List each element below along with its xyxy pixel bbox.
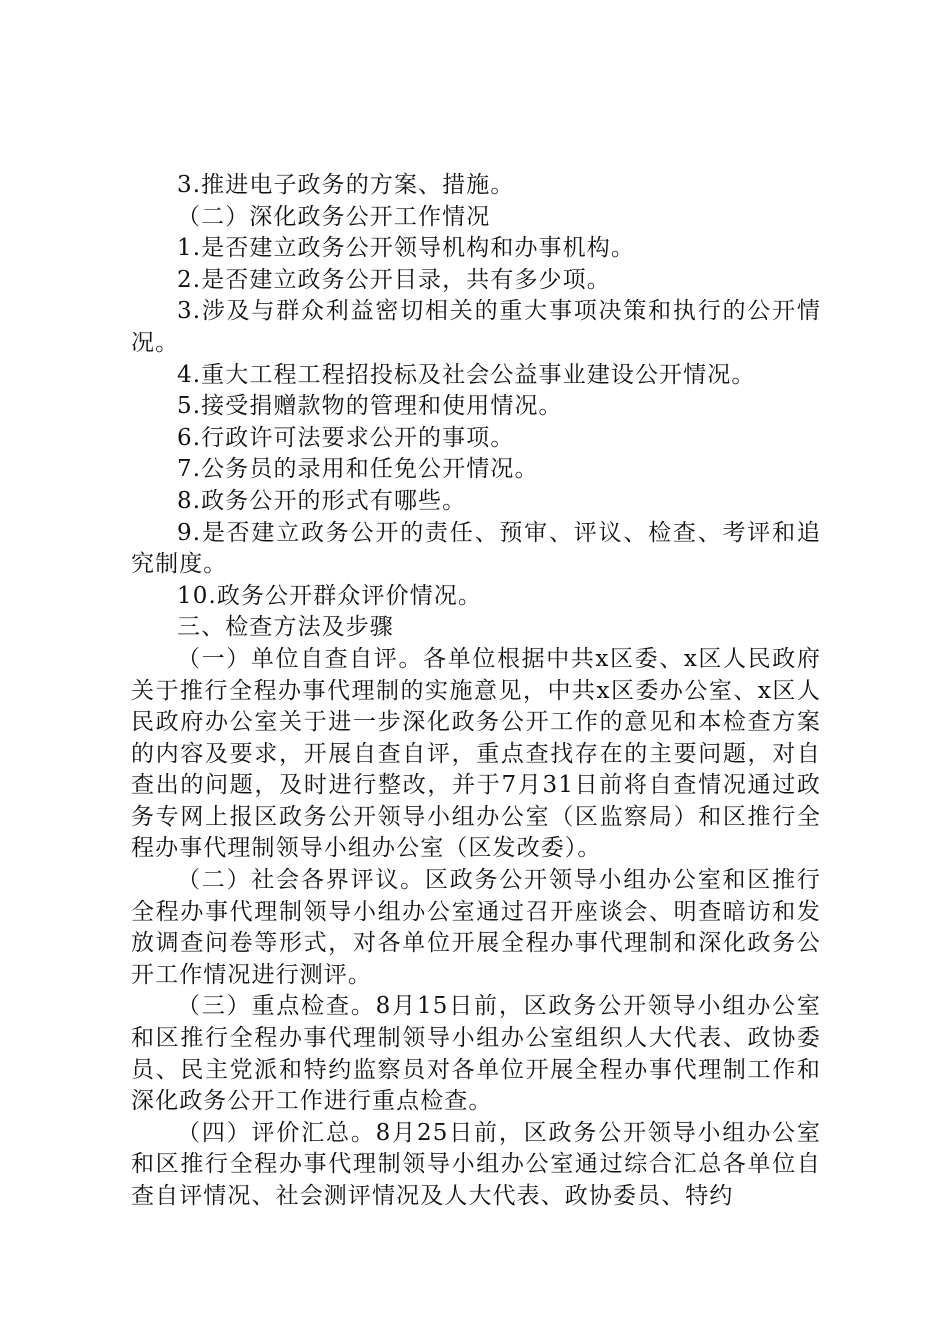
document-body (131, 170, 821, 1213)
paragraph: 10.政务公开群众评价情况。 (177, 582, 482, 609)
paragraph: （二）社会各界评议。区政务公开领导小组办公室和区推行全程办事代理制领导小组办公室通过召开座谈会、明查暗访和发放调查问卷等形式，对各单位开展全程办事代理制和深化政务公开工作情况进行测评。 (131, 867, 821, 988)
paragraph: （三）重点检查。8月15日前，区政务公开领导小组办公室和区推行全程办事代理制领导小组办公室组织人大代表、政协委员、民主党派和特约监察员对各单位开展全程办事代理制工作和深化政务公开工作进行重点检查。 (131, 993, 821, 1115)
paragraph: 3.推进电子政务的方案、措施。 (177, 172, 515, 198)
paragraph: 6.行政许可法要求公开的事项。 (177, 424, 515, 451)
paragraph: 4.重大工程工程招投标及社会公益事业建设公开情况。 (177, 361, 756, 388)
paragraph: 2.是否建立政务公开目录，共有多少项。 (177, 266, 611, 293)
paragraph: 7.公务员的录用和任免公开情况。 (177, 456, 539, 483)
paragraph: 8.政务公开的形式有哪些。 (177, 487, 467, 514)
paragraph: 5.接受捐赠款物的管理和使用情况。 (177, 393, 563, 420)
paragraph: 1.是否建立政务公开领导机构和办事机构。 (177, 235, 635, 262)
section-heading: 三、检查方法及步骤 (177, 614, 394, 641)
paragraph: 9.是否建立政务公开的责任、预审、评议、检查、考评和追究制度。 (131, 519, 821, 578)
paragraph: 3.涉及与群众利益密切相关的重大事项决策和执行的公开情况。 (131, 298, 821, 356)
paragraph: （一）单位自查自评。各单位根据中共x区委、x区人民政府关于推行全程办事代理制的实施意见，中共x区委办公室、x区人民政府办公室关于进一步深化政务公开工作的意见和本检查方案的内容及要求，开展自查自评，重点查找存在的主要问题，对自查出的问题，及时进行整改，并于7月31日前将自查情况通过政务专网上报区政务公开领导小组办公室（区监察局）和区推行全程办事代理制领导小组办公室（区发改委）。 (131, 645, 821, 862)
section-heading: （二）深化政务公开工作情况 (177, 203, 491, 230)
paragraph: （四）评价汇总。8月25日前，区政务公开领导小组办公室和区推行全程办事代理制领导小组办公室通过综合汇总各单位自查自评情况、社会测评情况及人大代表、政协委员、特约 (131, 1119, 821, 1209)
